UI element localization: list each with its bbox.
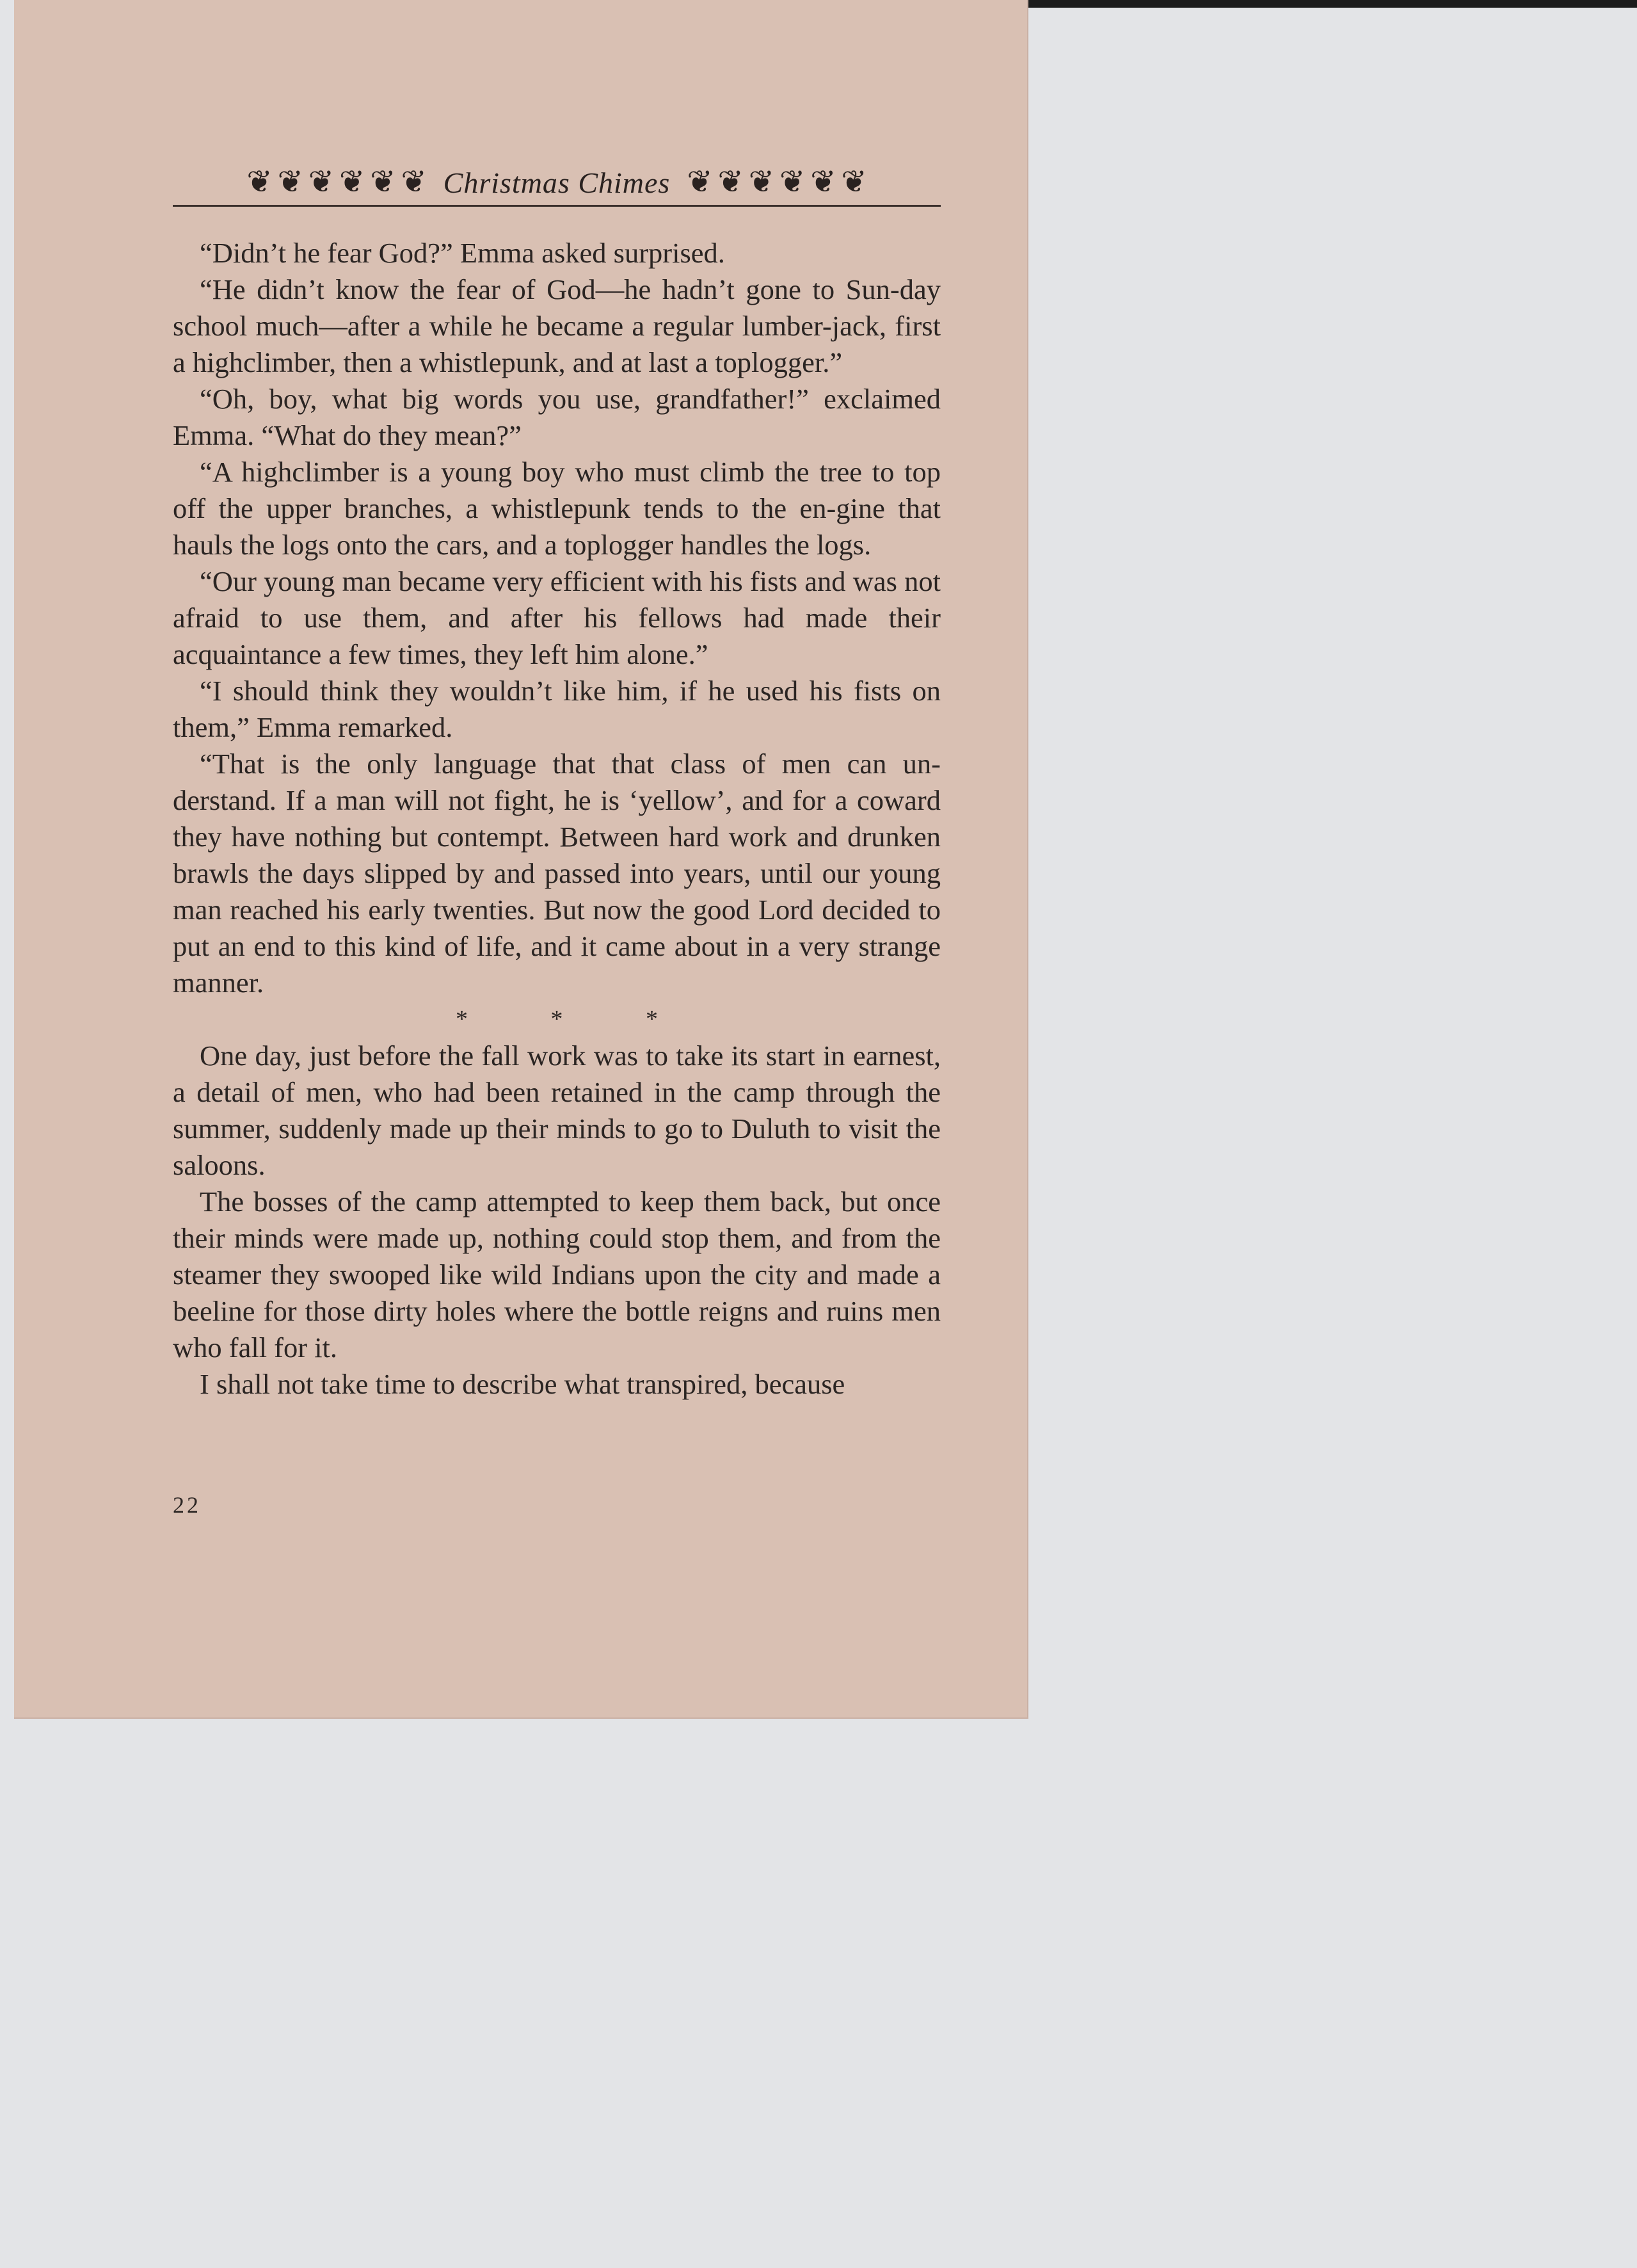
scanner-edge [1024,0,1637,8]
bell-ornament-icon: ❦ [277,165,303,199]
paragraph: “A highclimber is a young boy who must climb the tree to top off the upper branches, a whistlepunk tends to the en-gine that hauls the logs onto the cars, and a toplogger handles the logs. [173,456,941,561]
paragraph: “I should think they wouldn’t like him, if he used his fists on them,” Emma remarked. [173,675,941,743]
bell-ornament-icon: ❦ [841,165,867,199]
paragraph: The bosses of the camp attempted to keep them back, but once their minds were made up, nothing could stop them, and from the steamer they swooped like wild Indians upon the city and made a beeline for those dirty holes where the bottle reigns and ruins men who fall for it. [173,1186,941,1363]
paragraph: “Our young man became very efficient with his fists and was not afraid to use them, and after his fellows had made their acquaintance a few times, they left him alone.” [173,565,941,670]
bell-ornament-icon: ❦ [370,165,396,199]
bell-ornament-icon: ❦ [748,165,774,199]
bell-ornament-icon: ❦ [779,165,806,199]
bell-ornament-icon: ❦ [308,165,334,199]
body-text [173,235,941,1403]
paragraph: “That is the only language that that class of men can un-derstand. If a man will not fight, he is ‘yellow’, and for a coward they have nothing but contempt. Between hard work and drunken brawls the days slipped by and passed into years, until our young man reached his early twenties. But now the good Lord decided to put an end to this kind of life, and it came about in a very strange manner. [173,748,941,999]
paragraph: “Didn’t he fear God?” Emma asked surprised. [200,237,725,269]
page-number: 22 [173,1492,201,1518]
bell-ornament-icon: ❦ [339,165,365,199]
bell-ornament-icon: ❦ [246,165,273,199]
running-head [173,160,941,207]
paragraph: “Oh, boy, what big words you use, grandfather!” exclaimed Emma. “What do they mean?” [173,383,941,451]
section-break: * * * [456,1006,696,1033]
book-page [14,0,1028,1719]
bell-ornament-icon: ❦ [401,165,427,199]
running-head-title: Christmas Chimes [443,166,671,199]
bell-ornament-icon: ❦ [687,165,713,199]
bell-ornament-icon: ❦ [810,165,836,199]
paragraph: One day, just before the fall work was to take its start in earnest, a detail of men, who had been retained in the camp through the summer, suddenly made up their minds to go to Duluth to visit the saloons. [173,1040,941,1181]
bell-ornament-icon: ❦ [717,165,744,199]
paragraph: I shall not take time to describe what transpired, because [200,1368,845,1400]
paragraph: “He didn’t know the fear of God—he hadn’t gone to Sun-day school much—after a while he became a regular lumber-jack, first a highclimber, then a whistlepunk, and at last a toplogger.” [173,273,941,378]
